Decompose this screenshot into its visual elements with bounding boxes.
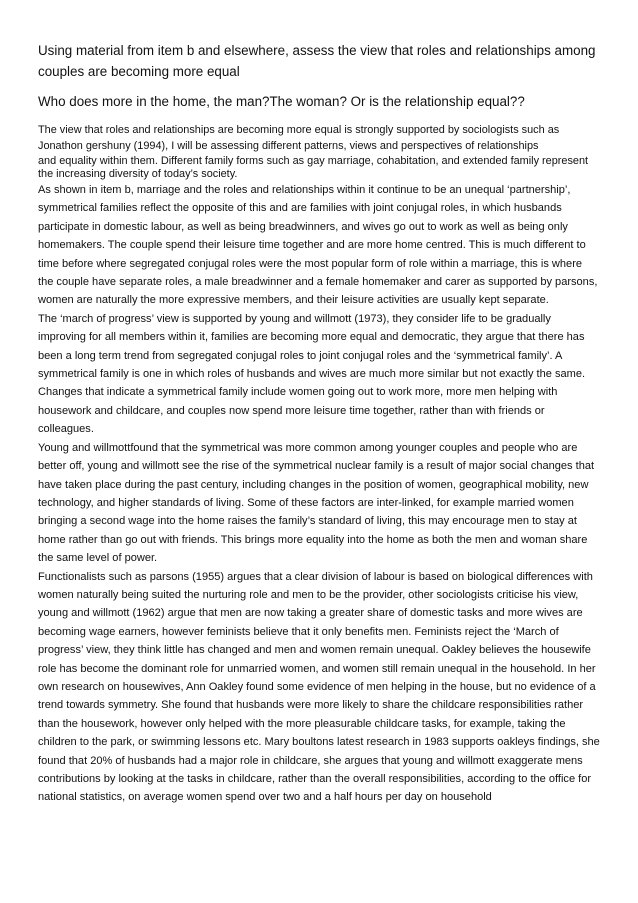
essay-subheading: Who does more in the home, the man?The woman? Or is the relationship equal?? — [38, 94, 525, 109]
body-paragraph: The ‘march of progress’ view is supported by young and willmott (1973), they consider life to be gradually improving for all members within it, families are becoming more equal and democratic, they argue that there has been a long term trend from segregated conjugal roles to joint conjugal roles and the ‘symmetrical family’. A symmetrical family is one in which roles of husbands and wives are much more similar but not exactly the same. Changes that indicate a symmetrical family include women going out to work more, more men helping with housework and childcare, and couples now spend more leisure time together, rather than with friends or colleagues. — [38, 312, 586, 436]
intro-paragraph-continued: and equality within them. Different family forms such as gay marriage, cohabitation, and extended family represent the increasing diversity of today’s society. — [38, 154, 589, 180]
body-paragraph: As shown in item b, marriage and the roles and relationships within it continue to be an unequal ‘partnership’, symmetrical families reflect the opposite of this and are families with joint conjugal roles, in which husbands participate in domestic labour, as well as being breadwinners, and wives go out to work as well as being only homemakers. The couple spend their leisure time together and are more home centred. This is much different to time before where segregated conjugal roles were the most popular form of role within a marriage, this is where the couple have separate roles, a male breadwinner and a female homemaker and carer as supported by parsons, women are naturally the more expressive members, and their leisure activities are usually kept separate. — [38, 184, 598, 307]
body-paragraph: Young and willmottfound that the symmetrical was more common among younger couples and people who are better off, young and willmott see the rise of the symmetrical nuclear family is a result of major social changes that have taken place during the past century, including changes in the position of women, geographical mobility, new technology, and higher standards of living. Some of these factors are inter-linked, for example married women bringing a second wage into the home raises the family’s standard of living, this may encourage men to stay at home rather than go out with friends. This brings more equality into the home as both the men and woman share the same level of power. — [38, 441, 595, 565]
body-paragraph: Functionalists such as parsons (1955) argues that a clear division of labour is based on biological differences with women naturally being suited the nurturing role and men to be the provider, other sociologists criticise his view, young and willmott (1962) argue that men are now taking a greater share of domestic tasks and more wives are becoming wage earners, however feminists believe that it only benefits men. Feminists reject the ‘March of progress’ view, they think little has changed and men and women remain unequal. Oakley believes the housewife role has become the dominant role for unmarried women, and women still remain unequal in the household. In her own research on housewives, Ann Oakley found some evidence of men helping in the house, but no evidence of a trend towards symmetry. She found that husbands were more likely to share the childcare responsibilities rather than the housework, however only helped with the more pleasurable childcare tasks, for example, taking the children to the park, or swimming lessons etc. Mary boultons latest research in 1983 supports oakleys findings, she found that 20% of husbands had a major role in childcare, she argues that young and willmott exaggerate mens contributions by looking at the tasks in childcare, rather than the overall responsibilities, according to the office for national statistics, on average women spend over two and a half hours per day on household — [38, 570, 600, 804]
essay-question: Using material from item b and elsewhere, assess the view that roles and relationships among couples are becoming more equal — [38, 43, 596, 79]
document-page — [38, 40, 600, 807]
intro-paragraph: The view that roles and relationships are becoming more equal is strongly supported by sociologists such as Jonathon gershuny (1994), I will be assessing different patterns, views and perspectives of relationships — [38, 124, 560, 153]
